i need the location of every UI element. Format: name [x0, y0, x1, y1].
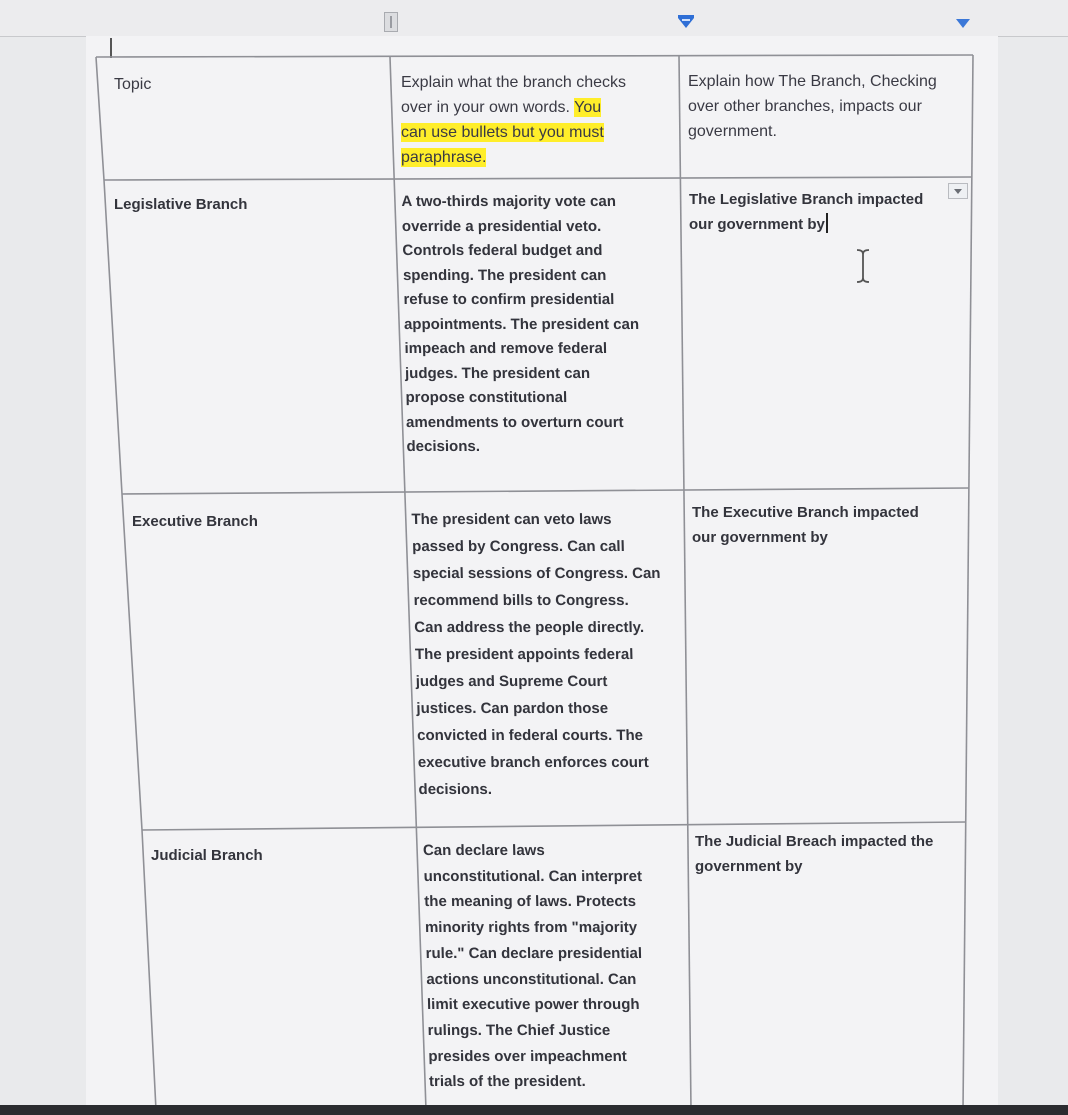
ruler-dropdown-arrow-icon[interactable] — [954, 16, 972, 30]
tab-stop-icon[interactable] — [676, 12, 696, 32]
header-explain-checks-text: Explain what the branch checks over in your own words. — [401, 74, 627, 116]
highlighted-instruction-2: can use bullets but you must — [401, 124, 604, 141]
row-impact-legislative[interactable] — [689, 188, 959, 237]
text-cursor-ibeam-icon — [852, 248, 874, 284]
row-checks-legislative[interactable]: A two-thirds majority vote can override a presidential veto. Controls federal budget and spending. The president can refuse to confirm presidential appointments. The president can impeach and remove federal judges. The president can propose constitutional amendments to overturn court decisions. — [401, 193, 640, 455]
row-topic-executive: Executive Branch — [132, 513, 258, 530]
screen-bezel — [0, 1105, 1068, 1115]
ruler — [0, 0, 1068, 37]
highlighted-instruction-1: You — [574, 99, 602, 116]
row-topic-judicial: Judicial Branch — [151, 847, 263, 864]
header-explain-checks[interactable] — [401, 70, 673, 170]
cell-dropdown-icon[interactable] — [948, 183, 968, 199]
text-caret — [826, 213, 828, 233]
row-impact-judicial[interactable]: The Judicial Breach impacted the government by — [695, 833, 934, 875]
row-checks-judicial[interactable]: Can declare laws unconstitutional. Can interpret the meaning of laws. Protects minority rights from "majority rule." Can declare presidential actions unconstitutional. Can limit executive power through rulings. The Chief Justice presides over impeachment trials of the president. — [422, 842, 643, 1091]
ruler-indent-handle-icon[interactable] — [384, 12, 398, 32]
row-impact-executive[interactable]: The Executive Branch impacted our government by — [692, 504, 919, 546]
row-impact-legislative-text: The Legislative Branch impacted our government by — [689, 191, 924, 233]
row-topic-legislative: Legislative Branch — [114, 196, 248, 213]
header-topic: Topic — [114, 76, 152, 93]
highlighted-instruction-3: paraphrase. — [401, 149, 487, 166]
margin-marker — [110, 38, 112, 58]
row-checks-executive[interactable]: The president can veto laws passed by Congress. Can call special sessions of Congress. Can recommend bills to Congress. Can address the people directly. The president appoints federal judges and Supreme Court justices. Can pardon those convicted in federal courts. The executive branch enforces court decisions. — [411, 511, 661, 798]
header-explain-impact: Explain how The Branch, Checking over other branches, impacts our government. — [688, 73, 937, 140]
